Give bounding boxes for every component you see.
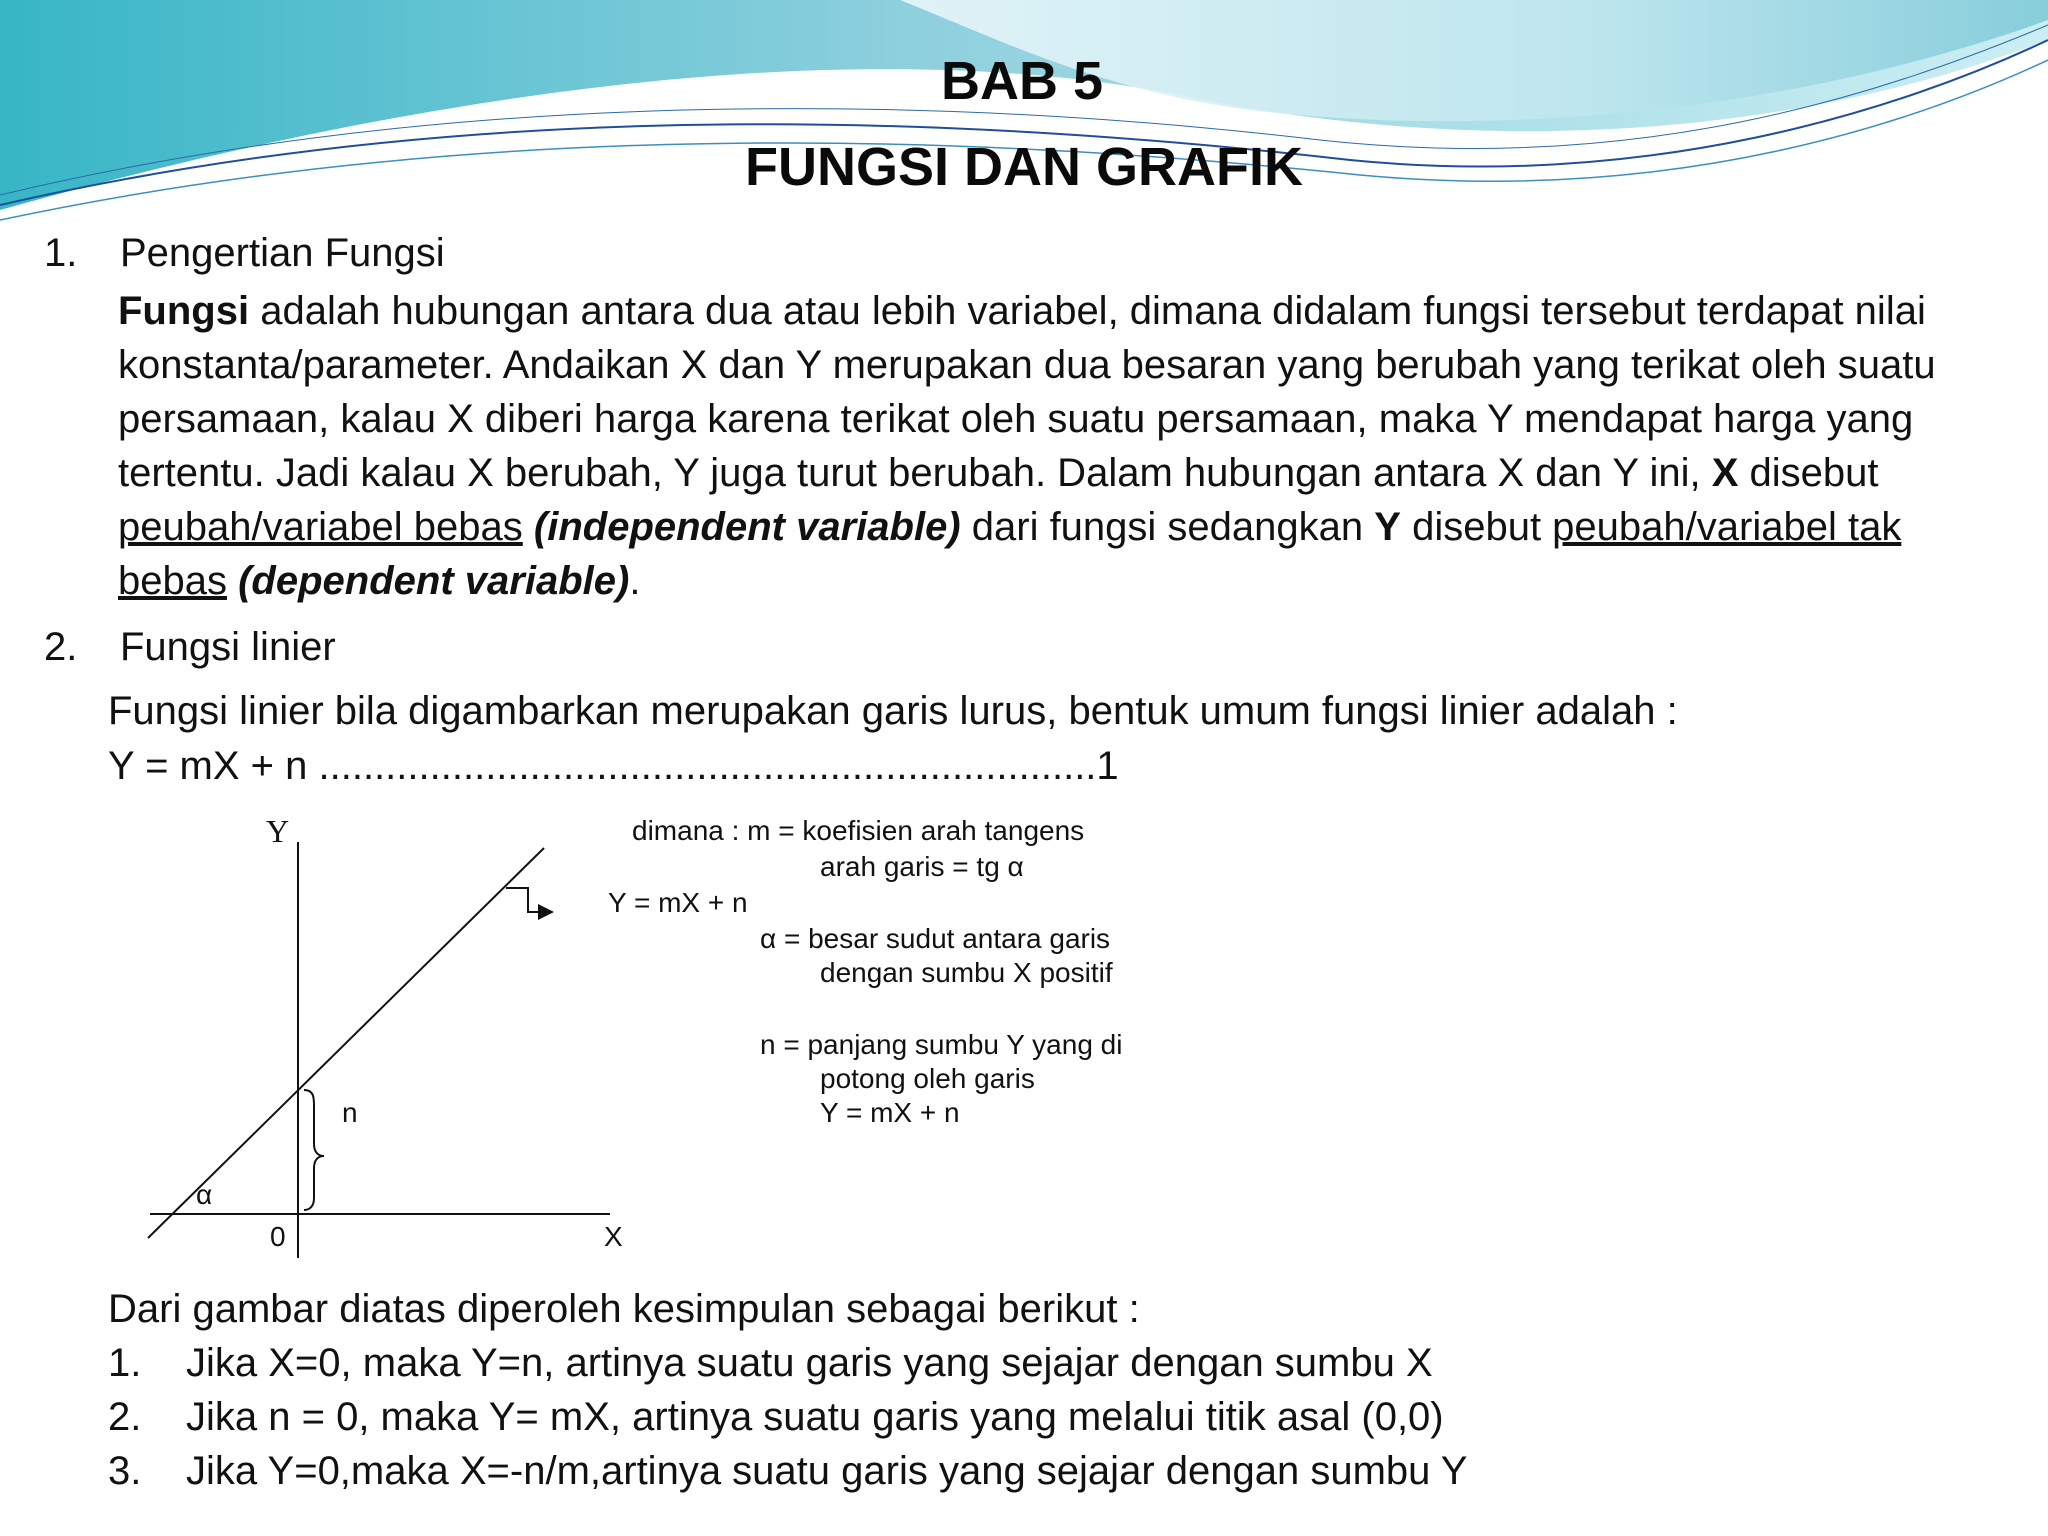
section1-heading [44, 228, 445, 278]
conclusion-item-1-num: 1. [108, 1341, 142, 1385]
conclusion-intro: Dari gambar diatas diperoleh kesimpulan sebagai berikut : [108, 1287, 1140, 1331]
para-text-e: . [629, 559, 641, 603]
section1-number: 1. [44, 231, 78, 275]
section1-paragraph [118, 284, 2018, 608]
para-free-var: peubah/variabel bebas [118, 505, 523, 549]
conclusion-item-1-text: Jika X=0, maka Y=n, artinya suatu garis yang sejajar dengan sumbu X [186, 1341, 1433, 1385]
conclusion-item-3-text: Jika Y=0,maka X=-n/m,artinya suatu garis yang sejajar dengan sumbu Y [186, 1449, 1468, 1493]
linear-function-diagram [130, 800, 1190, 1270]
desc-line-2: arah garis = tg α [820, 851, 1024, 882]
conclusion-item-2 [108, 1392, 1444, 1442]
angle-label: α [196, 1179, 213, 1210]
para-text-d: disebut [1400, 505, 1553, 549]
desc-line-1: dimana : m = koefisien arah tangens [632, 815, 1085, 846]
para-text-b: disebut [1738, 451, 1879, 495]
para-y-label: Y [1374, 505, 1401, 549]
section2-formula: Y = mX + n ......................................................................1 [108, 744, 1119, 788]
line-equation-label: Y = mX + n [608, 887, 748, 918]
conclusion-item-3 [108, 1446, 1467, 1496]
desc-line-6: potong oleh garis [820, 1063, 1035, 1094]
para-dep-var: peubah/variabel tak bebas [118, 505, 1902, 603]
conclusion-item-2-text: Jika n = 0, maka Y= mX, artinya suatu garis yang melalui titik asal (0,0) [186, 1395, 1444, 1439]
desc-line-4: dengan sumbu X positif [820, 957, 1113, 988]
arrow-head [538, 904, 554, 920]
intercept-label: n [342, 1097, 358, 1128]
conclusion-item-2-num: 2. [108, 1395, 142, 1439]
section2-heading-text: Fungsi linier [120, 625, 336, 669]
para-text-a: adalah hubungan antara dua atau lebih variabel, dimana didalam fungsi tersebut terdapat nilai konstanta/parameter. Andaikan X dan Y merupakan dua besaran yang berubah yang terikat oleh suatu persamaan, kalau X diberi harga karena terikat oleh suatu persamaan, maka Y mendapat harga yang tertentu. Jadi kalau X berubah, Y juga turut berubah. Dalam hubungan antara X dan Y ini, [118, 289, 1936, 495]
para-text-c: dari fungsi sedangkan [960, 505, 1375, 549]
para-dep: (dependent variable) [238, 559, 630, 603]
page-title-line2: FUNGSI DAN GRAFIK [745, 137, 1303, 197]
section1-heading-text: Pengertian Fungsi [120, 231, 445, 275]
desc-line-5: n = panjang sumbu Y yang di [760, 1029, 1123, 1060]
term-fungsi: Fungsi [118, 289, 250, 333]
axis-x-label: X [604, 1221, 623, 1252]
para-indep: (independent variable) [533, 505, 961, 549]
header-wave-decoration [0, 0, 2048, 240]
axis-y-label: Y [266, 813, 290, 849]
origin-label: 0 [270, 1221, 286, 1252]
para-x-label: X [1711, 451, 1739, 495]
conclusion-item-1 [108, 1338, 1433, 1388]
page-title-line1: BAB 5 [940, 51, 1104, 111]
section2-heading [44, 622, 336, 672]
section2-number: 2. [44, 625, 78, 669]
section2-intro: Fungsi linier bila digambarkan merupakan garis lurus, bentuk umum fungsi linier adalah : [108, 689, 1678, 733]
desc-line-7: Y = mX + n [820, 1097, 960, 1128]
desc-line-3: α = besar sudut antara garis [760, 923, 1111, 954]
conclusion-item-3-num: 3. [108, 1449, 142, 1493]
intercept-brace [304, 1090, 324, 1210]
